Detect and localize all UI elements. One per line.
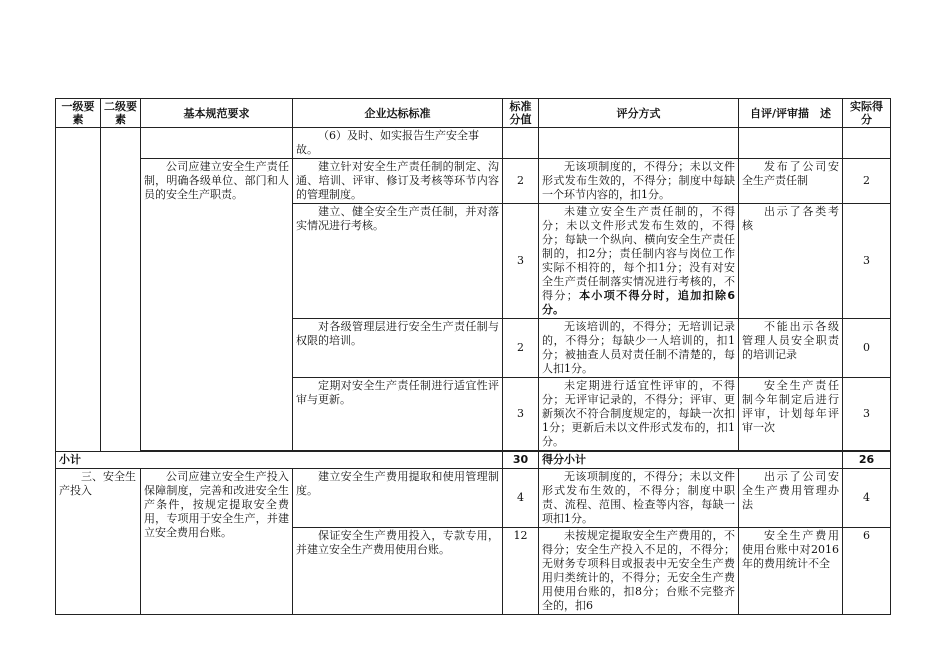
self-eval-cell <box>739 128 843 159</box>
requirement-cell: 公司应建立安全生产责任制，明确各级单位、部门和人员的安全生产职责。 <box>141 159 293 451</box>
self-eval-cell: 安全生产费用使用台账中对2016年的费用统计不全 <box>739 528 843 615</box>
actual-cell <box>843 128 891 159</box>
score-cell: 2 <box>503 159 539 204</box>
standard-cell: 建立安全生产费用提取和使用管理制度。 <box>293 469 503 528</box>
method-cell <box>539 204 739 319</box>
actual-cell: 2 <box>843 159 891 204</box>
actual-cell: 3 <box>843 378 891 451</box>
subtotal-label-2: 得分小计 <box>539 452 843 469</box>
table-row <box>56 128 891 159</box>
method-text: 未建立安全生产责任制的，不得分；未以文件形式发布生效的，不得分；每缺一个纵向、横向安全生产责任制的，扣2分；责任制内容与岗位工作实际不相符的，每个扣1分；没有对安全生产责任制落实情况进行考核的，不得分； <box>542 205 735 302</box>
subtotal-row <box>56 452 891 469</box>
evaluation-table <box>55 98 891 615</box>
subtotal-label: 小计 <box>56 452 503 469</box>
method-cell: 未按规定提取安全生产费用的，不得分；安全生产投入不足的，不得分；无财务专项科目或报表中无安全生产费用归类统计的，不得分；无安全生产费用使用台账的，扣8分；台账不完整齐全的，扣6 <box>539 528 739 615</box>
method-cell: 无该项制度的，不得分；未以文件形式发布生效的，不得分；制度中每缺一个环节内容的，扣1分。 <box>539 159 739 204</box>
method-cell <box>539 128 739 159</box>
table-row <box>56 469 891 528</box>
requirement-cell <box>141 128 293 159</box>
self-eval-cell: 发布了公司安全生产责任制 <box>739 159 843 204</box>
header-standard: 企业达标标准 <box>293 99 503 128</box>
standard-cell: 保证安全生产费用投入，专款专用，并建立安全生产费用使用台账。 <box>293 528 503 615</box>
actual-cell: 6 <box>843 528 891 615</box>
score-cell: 12 <box>503 528 539 615</box>
method-cell: 未定期进行适宜性评审的，不得分；无评审记录的，不得分；评审、更新频次不符合制度规定的，每缺一次扣1分；更新后未以文件形式发布的，扣1分。 <box>539 378 739 451</box>
actual-cell: 3 <box>843 204 891 319</box>
method-penalty-note: 本小项不得分时，追加扣除6分。 <box>542 289 736 316</box>
standard-cell: 建立、健全安全生产责任制，并对落实情况进行考核。 <box>293 204 503 319</box>
table-row <box>56 159 891 204</box>
self-eval-cell: 不能出示各级管理人员安全职责的培训记录 <box>739 319 843 378</box>
score-cell: 4 <box>503 469 539 528</box>
header-score: 标准分值 <box>503 99 539 128</box>
subtotal-actual: 26 <box>843 452 891 469</box>
header-row <box>56 99 891 128</box>
score-cell <box>503 128 539 159</box>
actual-cell: 0 <box>843 319 891 378</box>
self-eval-cell: 安全生产责任制今年制定后进行评审，计划每年评审一次 <box>739 378 843 451</box>
standard-cell: （6）及时、如实报告生产安全事故。 <box>293 128 503 159</box>
header-level1: 一级要素 <box>56 99 101 128</box>
standard-cell: 定期对安全生产责任制进行适宜性评审与更新。 <box>293 378 503 451</box>
level1-cell: 三、安全生产投入 <box>56 469 141 615</box>
method-cell: 无该培训的，不得分；无培训记录的，不得分；每缺少一人培训的，扣1分；被抽查人员对责任制不清楚的，每人扣1分。 <box>539 319 739 378</box>
score-cell: 3 <box>503 204 539 319</box>
self-eval-cell: 出示了各类考核 <box>739 204 843 319</box>
header-level2: 二级要素 <box>101 99 141 128</box>
level2-cell <box>101 128 141 452</box>
level1-cell <box>56 128 101 452</box>
header-basic-requirement: 基本规范要求 <box>141 99 293 128</box>
standard-cell: 对各级管理层进行安全生产责任制与权限的培训。 <box>293 319 503 378</box>
header-actual: 实际得分 <box>843 99 891 128</box>
score-cell: 3 <box>503 378 539 451</box>
header-method: 评分方式 <box>539 99 739 128</box>
subtotal-score: 30 <box>503 452 539 469</box>
header-self-eval: 自评/评审描 述 <box>739 99 843 128</box>
requirement-cell: 公司应建立安全生产投入保障制度，完善和改进安全生产条件，按规定提取安全费用，专项用于安全生产，并建立安全费用台账。 <box>141 469 293 615</box>
score-cell: 2 <box>503 319 539 378</box>
standard-cell: 建立针对安全生产责任制的制定、沟通、培训、评审、修订及考核等环节内容的管理制度。 <box>293 159 503 204</box>
method-cell: 无该项制度的，不得分；未以文件形式发布生效的，不得分；制度中职责、流程、范围、检查等内容，每缺一项扣1分。 <box>539 469 739 528</box>
actual-cell: 4 <box>843 469 891 528</box>
self-eval-cell: 出示了公司安全生产费用管理办法 <box>739 469 843 528</box>
